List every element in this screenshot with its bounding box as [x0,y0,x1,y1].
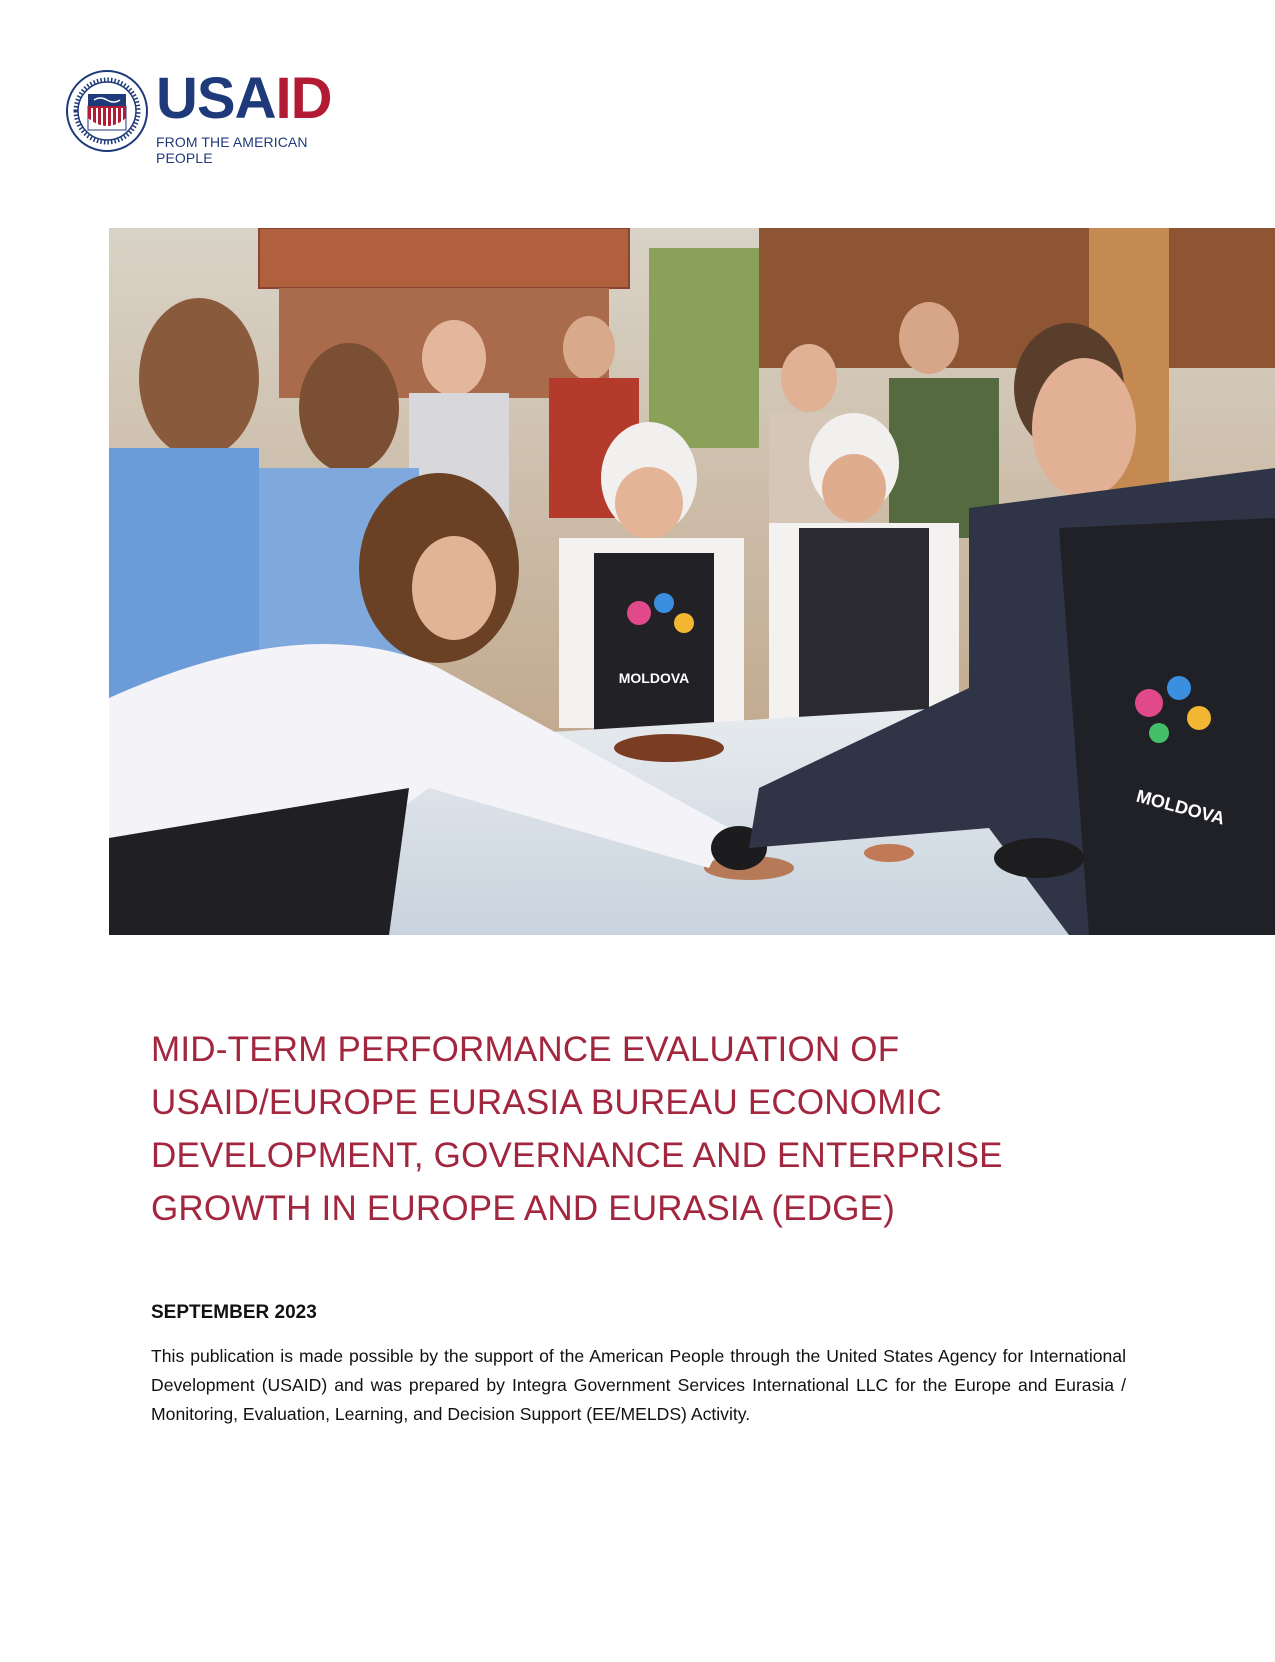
title-line-3: DEVELOPMENT, GOVERNANCE AND ENTERPRISE [151,1136,1003,1175]
cover-photo-illustration [109,228,1275,935]
apron-text-center: MOLDOVA [618,670,690,686]
wordmark-id: ID [275,66,332,131]
usaid-logo [66,66,366,166]
title-line-1: MID-TERM PERFORMANCE EVALUATION OF [151,1030,900,1069]
cover-photo [109,228,1275,935]
title-line-2: USAID/EUROPE EURASIA BUREAU ECONOMIC [151,1083,942,1122]
title-line-4: GROWTH IN EUROPE AND EURASIA (EDGE) [151,1189,896,1228]
usaid-seal-icon [66,70,148,152]
wordmark-usa: USA [156,66,276,131]
publication-date: SEPTEMBER 2023 [151,1302,317,1323]
report-title [151,1023,1151,1235]
apron-text-right: MOLDOVA [1134,785,1227,829]
logo-tagline: FROM THE AMERICAN PEOPLE [156,134,308,166]
disclaimer-paragraph: This publication is made possible by the support of the American People through the United States Agency for International Development (USAID) and was prepared by Integra Government Services International LLC for the Europe and Eurasia / Monitoring, Evaluation, Learning, and Decision Support (EE/MELDS) Activity. [151,1346,1126,1424]
usaid-wordmark [156,66,366,166]
